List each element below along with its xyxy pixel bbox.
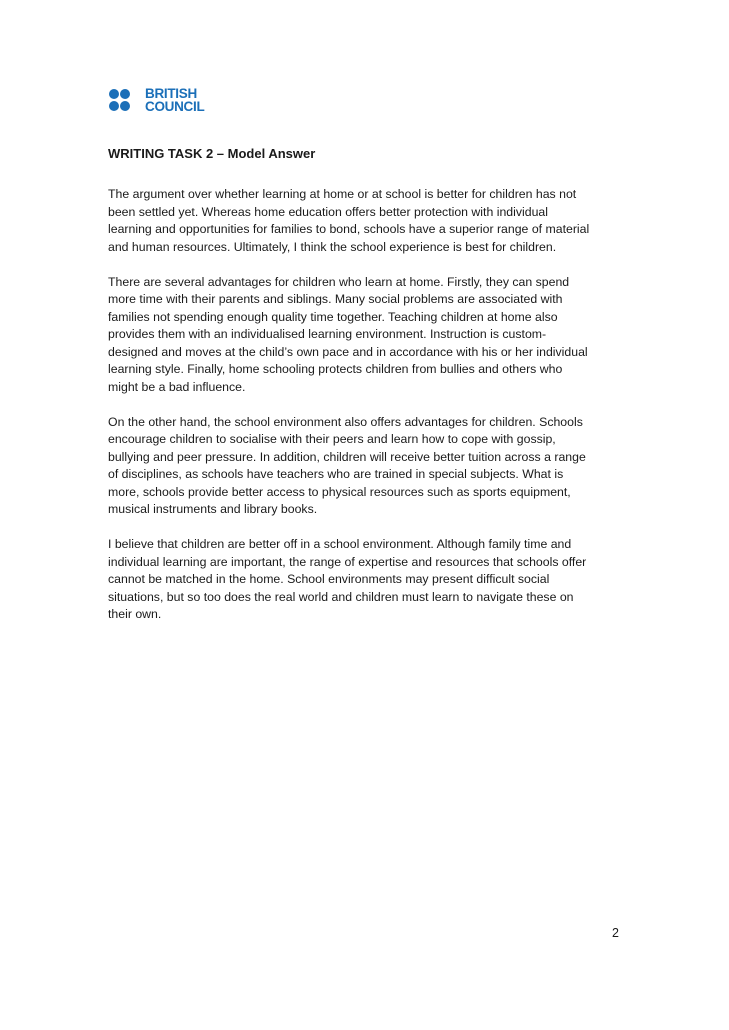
logo-dots-icon [109, 84, 142, 116]
logo-line-1: BRITISH [145, 86, 197, 101]
paragraph-3: On the other hand, the school environment also offers advantages for children. Schools encourage children to socialise with their peers and learn how to cope with gossip, bullying and peer pressure. In addition, children will receive better tuition across a range of disciplines, as schools have teachers who are trained in special subjects. What is more, schools provide better access to physical resources such as sports equipment, musical instruments and library books. [108, 414, 586, 516]
british-council-logo [109, 84, 204, 116]
paragraph-1: The argument over whether learning at home or at school is better for children has not been settled yet. Whereas home education offers better protection with individual learning and opportunities for families to bond, schools have a superior range of material and human resources. Ultimately, I think the school experience is best for children. [108, 187, 590, 254]
essay-body [108, 186, 623, 641]
page-number: 2 [612, 926, 619, 940]
page-title: WRITING TASK 2 – Model Answer [108, 146, 316, 161]
logo-wordmark [145, 87, 204, 113]
paragraph-2: There are several advantages for children who learn at home. Firstly, they can spend more time with their parents and siblings. Many social problems are associated with families not spending enough quality time together. Teaching children at home also provides them with an individualised learning environment. Instruction is custom- designed and moves at the child’s own pace and in accordance with his or her individual learning style. Finally, home schooling protects children from bullies and others who might be a bad influence. [108, 274, 588, 394]
paragraph-4: I believe that children are better off in a school environment. Although family time and individual learning are important, the range of expertise and resources that schools offer cannot be matched in the home. School environments may present difficult social situations, but so too does the real world and children must learn to navigate these on their own. [108, 537, 587, 621]
logo-line-2: COUNCIL [145, 99, 205, 114]
